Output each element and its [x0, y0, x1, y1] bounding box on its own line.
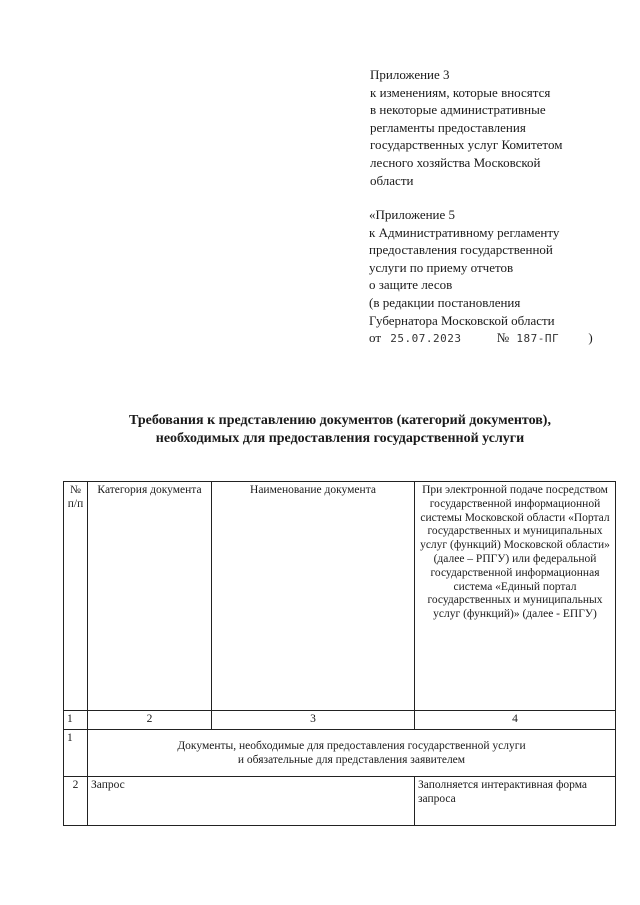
decree-number: 187-ПГ: [516, 332, 560, 346]
annex-3-line: государственных услуг Комитетом: [370, 137, 563, 153]
section-line-2: и обязательные для представления заявителем: [237, 753, 466, 766]
header-num: № п/п: [64, 482, 88, 711]
title-line-2: необходимых для предоставления государственной услуги: [155, 431, 525, 446]
number-label: №: [496, 330, 510, 346]
header-electronic: При электронной подаче посредством государственной информационной системы Московской области «Портал государственных и муниципальных услуг (функций) Московской области» (далее – РПГУ) или федеральной государственной информационная система «Единый портал государственных и муниципальных услуг (функций)» (далее - ЕПГУ): [415, 482, 616, 711]
annex-5-line: предоставления государственной: [369, 242, 553, 258]
row-electronic: Заполняется интерактивная форма запроса: [415, 776, 616, 825]
annex-5-line: к Административному регламенту: [369, 224, 560, 240]
close-paren: ): [588, 330, 593, 346]
section-line-1: Документы, необходимые для предоставления государственной услуги: [177, 739, 526, 752]
annex-5-line: о защите лесов: [369, 277, 453, 293]
annex-5-line: (в редакции постановления: [369, 294, 521, 310]
annex-3-line: в некоторые административные: [370, 102, 546, 118]
annex-3-line: области: [370, 172, 414, 188]
requirements-table: [63, 481, 616, 826]
annex-3-line: лесного хозяйства Московской: [370, 154, 541, 170]
section-title: [88, 729, 616, 776]
annex-3-line: Приложение 3: [370, 67, 450, 82]
row-num: 2: [64, 776, 88, 825]
col-number: 1: [64, 711, 88, 730]
decree-line: [369, 329, 629, 348]
annex-3-line: регламенты предоставления: [370, 119, 526, 135]
annex-5-line: услуги по приему отчетов: [369, 259, 514, 275]
annex-3-line: к изменениям, которые вносятся: [370, 84, 551, 100]
annex-5-line: Губернатора Московской области: [369, 312, 555, 328]
annex-3-block: [370, 66, 620, 189]
annex-5-line: «Приложение 5: [369, 207, 456, 222]
annex-5-block: [369, 206, 629, 348]
title-line-1: Требования к представлению документов (категорий документов),: [129, 413, 551, 428]
section-num: 1: [64, 729, 88, 776]
decree-date: 25.07.2023: [390, 332, 462, 346]
section-row: [64, 729, 616, 776]
table-row: [64, 776, 616, 825]
header-category: Категория документа: [88, 482, 212, 711]
col-number: 3: [212, 711, 415, 730]
col-number: 2: [88, 711, 212, 730]
row-category: Запрос: [88, 776, 415, 825]
from-label: от: [369, 330, 382, 346]
header-name: Наименование документа: [212, 482, 415, 711]
col-number: 4: [415, 711, 616, 730]
table-header-row: [64, 482, 616, 711]
document-title: [60, 412, 620, 448]
column-number-row: [64, 711, 616, 730]
